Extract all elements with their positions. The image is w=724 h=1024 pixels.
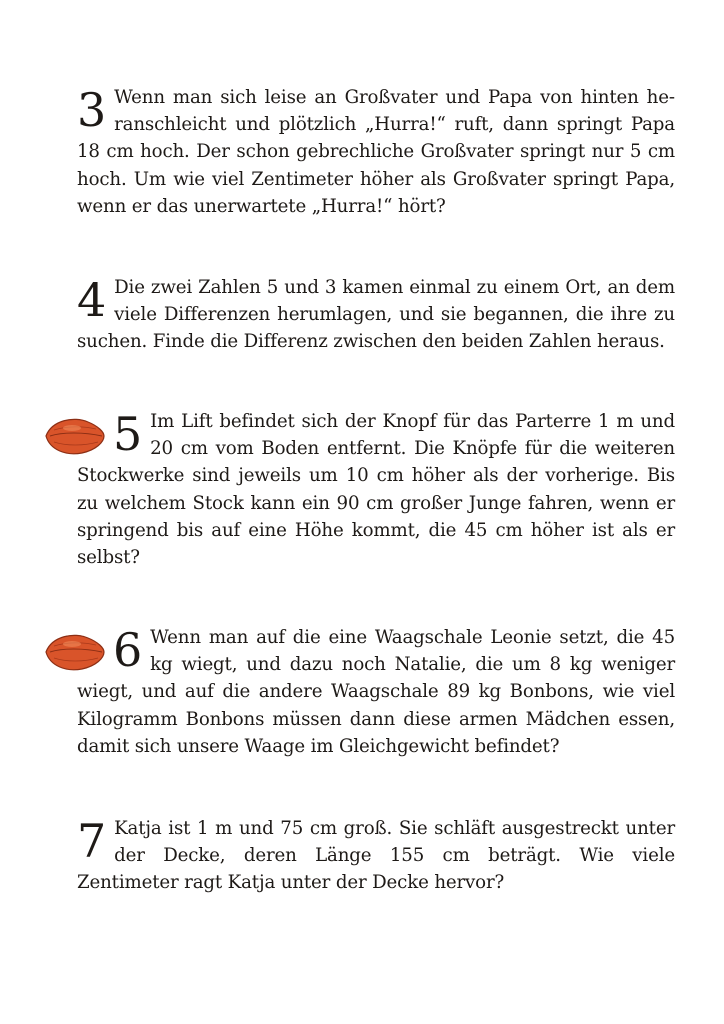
problem-text: Katja ist 1 m und 75 cm groß. Sie schläft ausgestreckt unter der Decke, deren Länge 155 cm beträgt. Wie viele Zentimeter ragt Katja unter der Decke hervor? [77,818,675,894]
problem-3 [77,84,675,220]
problem-number: 7 [77,814,107,868]
problem-text: Im Lift befindet sich der Knopf für das Parterre 1 m und 20 cm vom Boden entfernt. Die Knöpfe für die weiteren Stockwerke sind jeweils um 10 cm höher als der vorherige. Bis zu welchem Stock kann ein 90 cm großer Junge fahren, wenn er springend bis auf eine Höhe kommt, die 45 cm höher ist als er selbst? [77,411,675,569]
problem-number: 5 [113,407,143,461]
problem-text: Wenn man sich leise an Großvater und Papa von hinten heranschleicht und plötzlich „Hurra!“ ruft, dann springt Papa 18 cm hoch. Der schon gebrechliche Großvater springt nur 5 cm hoch. Um wie viel Zentimeter höher als Großvater springt Papa, wenn er das unerwartete „Hurra!“ hört? [77,87,675,217]
problem-4 [77,274,675,356]
problem-6 [77,624,675,760]
problem-text: Wenn man auf die eine Waagschale Leonie setzt, die 45 kg wiegt, und dazu noch Natalie, die um 8 kg weniger wiegt, und auf die andere Waagschale 89 kg Bonbons, wie viel Kilogramm Bonbons müssen dann diese armen Mädchen essen, damit sich unsere Waage im Gleichgewicht befindet? [77,627,675,757]
problem-number: 4 [77,273,107,327]
problem-5 [77,408,675,571]
problem-number: 6 [113,623,143,677]
problem-text: Die zwei Zahlen 5 und 3 kamen einmal zu einem Ort, an dem viele Differenzen herumlagen, und sie begannen, die ihre zu suchen. Finde die Differenz zwischen den beiden Zahlen heraus. [77,277,675,353]
problem-7 [77,815,675,897]
problem-number: 3 [77,83,107,137]
